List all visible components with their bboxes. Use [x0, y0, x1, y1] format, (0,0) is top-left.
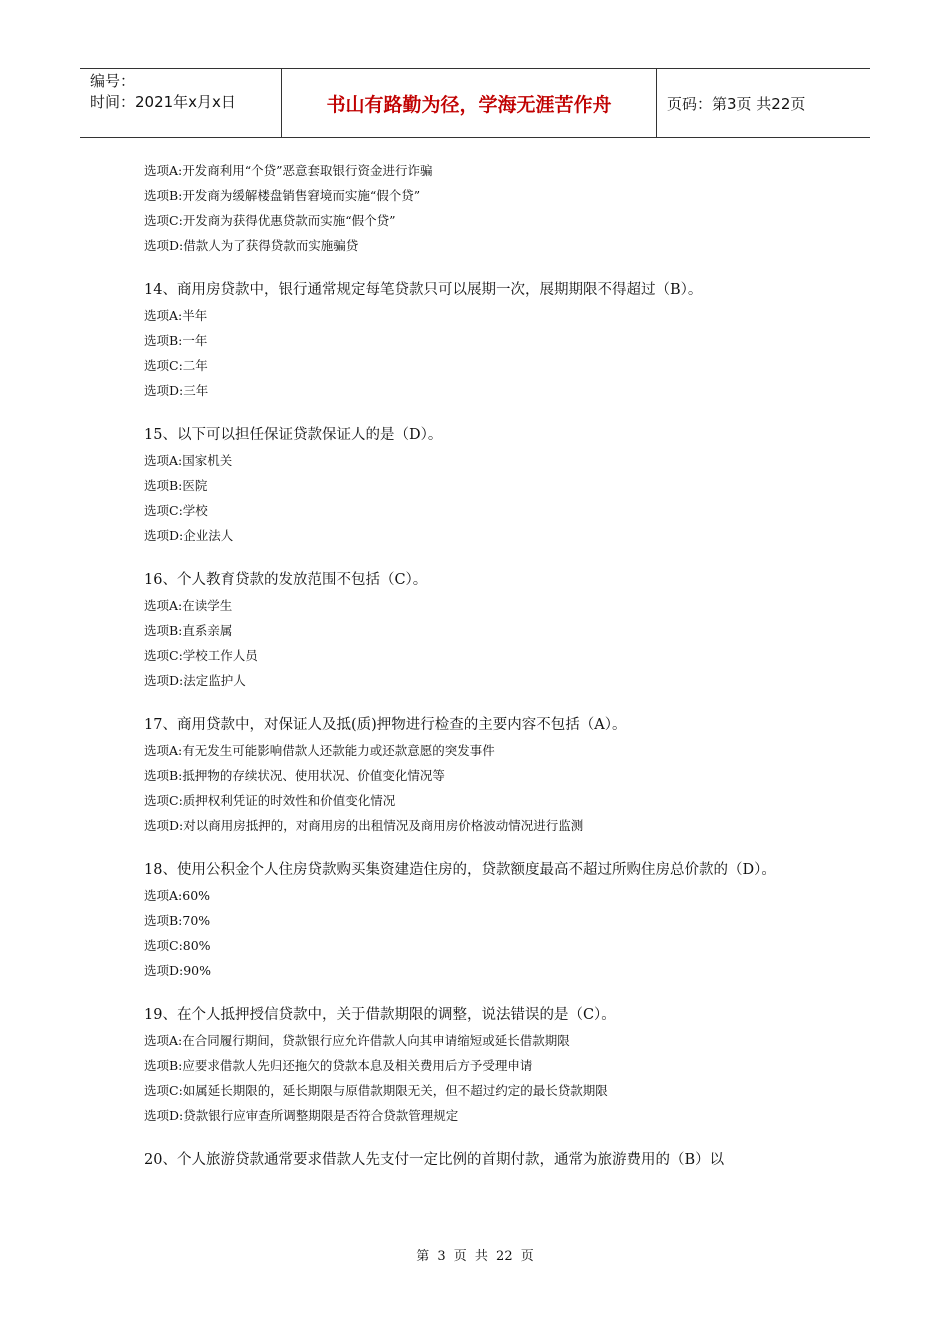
page-content	[144, 158, 834, 1193]
question-19	[144, 1003, 834, 1128]
question-text: 16、个人教育贷款的发放范围不包括（C）。	[144, 572, 428, 588]
question-16	[144, 568, 834, 693]
page-footer: 第 3 页 共 22 页	[416, 1249, 534, 1264]
serial-label: 编号：	[90, 72, 136, 90]
header-meta	[80, 69, 282, 137]
option-item: 选项B:开发商为缓解楼盘销售窘境而实施“假个贷”	[144, 188, 421, 203]
option-item: 选项D:90%	[144, 963, 212, 978]
option-item: 选项C:学校工作人员	[144, 648, 258, 663]
option-item: 选项A:在读学生	[144, 598, 233, 613]
option-item: 选项A:有无发生可能影响借款人还款能力或还款意愿的突发事件	[144, 743, 495, 758]
option-item: 选项D:法定监护人	[144, 673, 246, 688]
option-item: 选项B:直系亲属	[144, 623, 233, 638]
question-20	[144, 1148, 834, 1173]
option-item: 选项B:抵押物的存续状况、使用状况、价值变化情况等	[144, 768, 445, 783]
option-item: 选项D:三年	[144, 383, 209, 398]
option-item: 选项A:半年	[144, 308, 208, 323]
question-text: 19、在个人抵押授信贷款中，关于借款期限的调整，说法错误的是（C）。	[144, 1007, 616, 1023]
question-15	[144, 423, 834, 548]
option-item: 选项B:一年	[144, 333, 208, 348]
time-label: 时间：2021年x月x日	[90, 93, 236, 111]
option-item: 选项C:质押权利凭证的时效性和价值变化情况	[144, 793, 396, 808]
question-text: 15、以下可以担任保证贷款保证人的是（D）。	[144, 427, 443, 443]
header-page-info: 页码：第3页 共22页	[667, 94, 806, 113]
page-header	[80, 68, 870, 138]
option-item: 选项D:贷款银行应审查所调整期限是否符合贷款管理规定	[144, 1108, 459, 1123]
option-item: 选项A:开发商利用“个贷”恶意套取银行资金进行诈骗	[144, 163, 433, 178]
option-item: 选项B:医院	[144, 478, 208, 493]
option-item: 选项C:二年	[144, 358, 208, 373]
option-item: 选项A:在合同履行期间，贷款银行应允许借款人向其申请缩短或延长借款期限	[144, 1033, 570, 1048]
option-item: 选项B:70%	[144, 913, 211, 928]
option-item: 选项D:借款人为了获得贷款而实施骗贷	[144, 238, 359, 253]
option-item: 选项C:学校	[144, 503, 208, 518]
option-item: 选项B:应要求借款人先归还拖欠的贷款本息及相关费用后方予受理申请	[144, 1058, 533, 1073]
option-item: 选项A:60%	[144, 888, 211, 903]
question-text: 17、商用贷款中，对保证人及抵(质)押物进行检查的主要内容不包括（A）。	[144, 717, 627, 733]
question-text: 14、商用房贷款中，银行通常规定每笔贷款只可以展期一次，展期期限不得超过（B）。	[144, 282, 703, 298]
option-item: 选项D:企业法人	[144, 528, 234, 543]
option-item: 选项C:如属延长期限的，延长期限与原借款期限无关，但不超过约定的最长贷款期限	[144, 1083, 608, 1098]
question-18	[144, 858, 834, 983]
continued-option-list	[144, 158, 834, 258]
question-text: 18、使用公积金个人住房贷款购买集资建造住房的，贷款额度最高不超过所购住房总价款的（D）。	[144, 862, 776, 878]
question-14	[144, 278, 834, 403]
option-item: 选项C:开发商为获得优惠贷款而实施“假个贷”	[144, 213, 396, 228]
option-item: 选项C:80%	[144, 938, 211, 953]
header-motto: 书山有路勤为径，学海无涯苦作舟	[282, 69, 657, 137]
option-item: 选项A:国家机关	[144, 453, 233, 468]
question-17	[144, 713, 834, 838]
question-text: 20、个人旅游贷款通常要求借款人先支付一定比例的首期付款，通常为旅游费用的（B）以	[144, 1152, 725, 1168]
option-item: 选项D:对以商用房抵押的，对商用房的出租情况及商用房价格波动情况进行监测	[144, 818, 584, 833]
